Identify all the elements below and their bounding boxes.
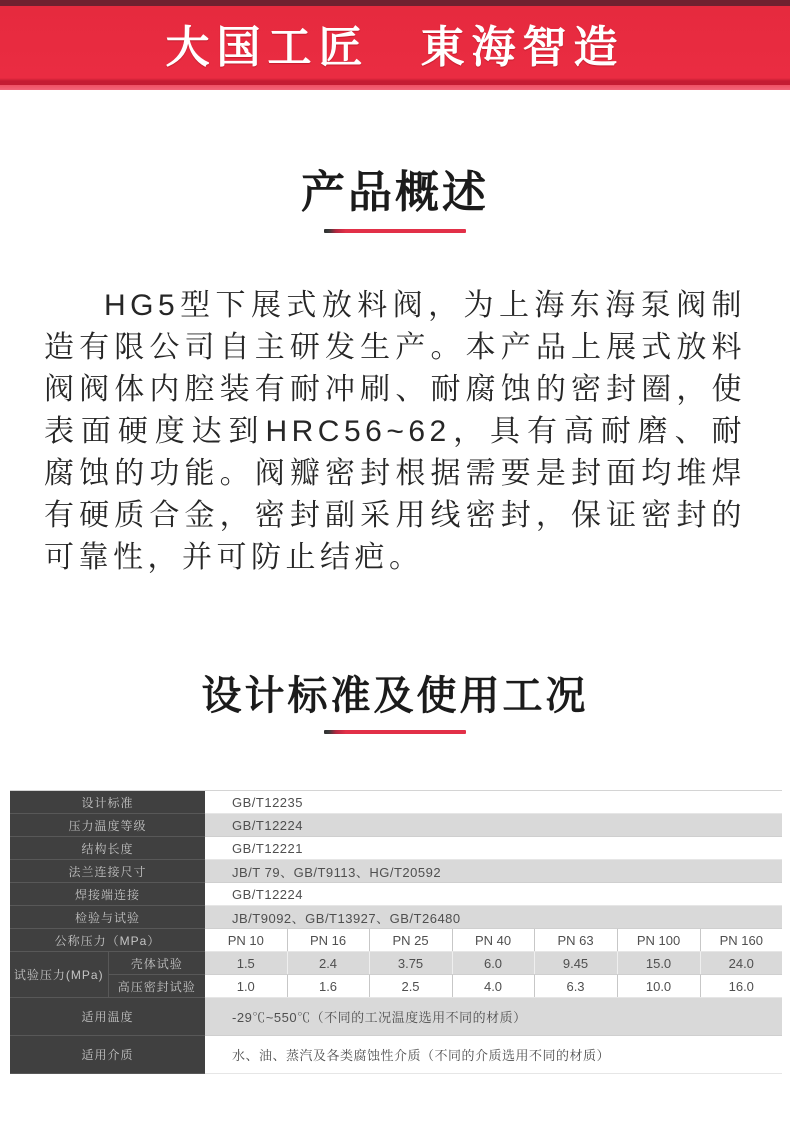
row-value: 水、油、蒸汽及各类腐蚀性介质（不同的介质选用不同的材质） <box>205 1036 782 1074</box>
cell: PN 63 <box>534 929 617 952</box>
row-label: 结构长度 <box>10 837 205 860</box>
row-value: GB/T12221 <box>205 837 782 860</box>
cell: 3.75 <box>369 952 452 975</box>
table-row-medium <box>10 1036 782 1074</box>
row-label: 检验与试验 <box>10 906 205 929</box>
row-label: 设计标准 <box>10 791 205 814</box>
row-sublabel: 高压密封试验 <box>108 975 205 998</box>
row-label: 法兰连接尺寸 <box>10 860 205 883</box>
banner-title: 大国工匠 東海智造 <box>165 23 625 72</box>
title-underline <box>324 730 466 734</box>
row-value: JB/T 79、GB/T9113、HG/T20592 <box>205 860 782 883</box>
cell: PN 40 <box>452 929 534 952</box>
cell: 9.45 <box>534 952 617 975</box>
cell: 10.0 <box>617 975 700 998</box>
row-label: 压力温度等级 <box>10 814 205 837</box>
cell: 1.6 <box>287 975 369 998</box>
table-row <box>10 883 782 906</box>
row-sublabel: 壳体试验 <box>108 952 205 975</box>
cell: PN 100 <box>617 929 700 952</box>
row-value: GB/T12235 <box>205 791 782 814</box>
cell: 1.5 <box>205 952 287 975</box>
table-row-shell-test <box>10 952 782 975</box>
table-row <box>10 906 782 929</box>
cell: 2.5 <box>369 975 452 998</box>
cell: PN 160 <box>700 929 782 952</box>
row-value: GB/T12224 <box>205 883 782 906</box>
cell: 2.4 <box>287 952 369 975</box>
table-row <box>10 791 782 814</box>
cell: 6.0 <box>452 952 534 975</box>
cell: 4.0 <box>452 975 534 998</box>
row-label: 公称压力（MPa） <box>10 929 205 952</box>
row-value: JB/T9092、GB/T13927、GB/T26480 <box>205 906 782 929</box>
row-label: 焊接端连接 <box>10 883 205 906</box>
table-row <box>10 814 782 837</box>
section-title-standards: 设计标准及使用工况 <box>201 674 589 718</box>
cell: PN 16 <box>287 929 369 952</box>
overview-paragraph: HG5型下展式放料阀，为上海东海泵阀制造有限公司自主研发生产。本产品上展式放料阀阀体内腔装有耐冲刷、耐腐蚀的密封圈，使表面硬度达到HRC56~62，具有高耐磨、耐腐蚀的功能。阀瓣密封根据需要是封面均堆焊有硬质合金，密封副采用线密封，保证密封的可靠性，并可防止结疤。 <box>44 289 746 574</box>
title-underline <box>324 229 466 233</box>
table-row <box>10 837 782 860</box>
cell: 16.0 <box>700 975 782 998</box>
cell: 1.0 <box>205 975 287 998</box>
cell: 15.0 <box>617 952 700 975</box>
cell: 24.0 <box>700 952 782 975</box>
row-label: 适用温度 <box>10 998 205 1036</box>
section-title-overview: 产品概述 <box>301 168 489 217</box>
row-label: 适用介质 <box>10 1036 205 1074</box>
specs-table <box>10 790 782 1074</box>
row-label: 试验压力(MPa) <box>10 952 108 998</box>
table-row-seal-test <box>10 975 782 998</box>
table-row <box>10 860 782 883</box>
row-value: GB/T12224 <box>205 814 782 837</box>
top-banner <box>0 0 790 90</box>
cell: PN 10 <box>205 929 287 952</box>
row-value: -29℃~550℃（不同的工况温度选用不同的材质） <box>205 998 782 1036</box>
cell: PN 25 <box>369 929 452 952</box>
table-row-nominal-pressure <box>10 929 782 952</box>
cell: 6.3 <box>534 975 617 998</box>
table-row-temperature <box>10 998 782 1036</box>
